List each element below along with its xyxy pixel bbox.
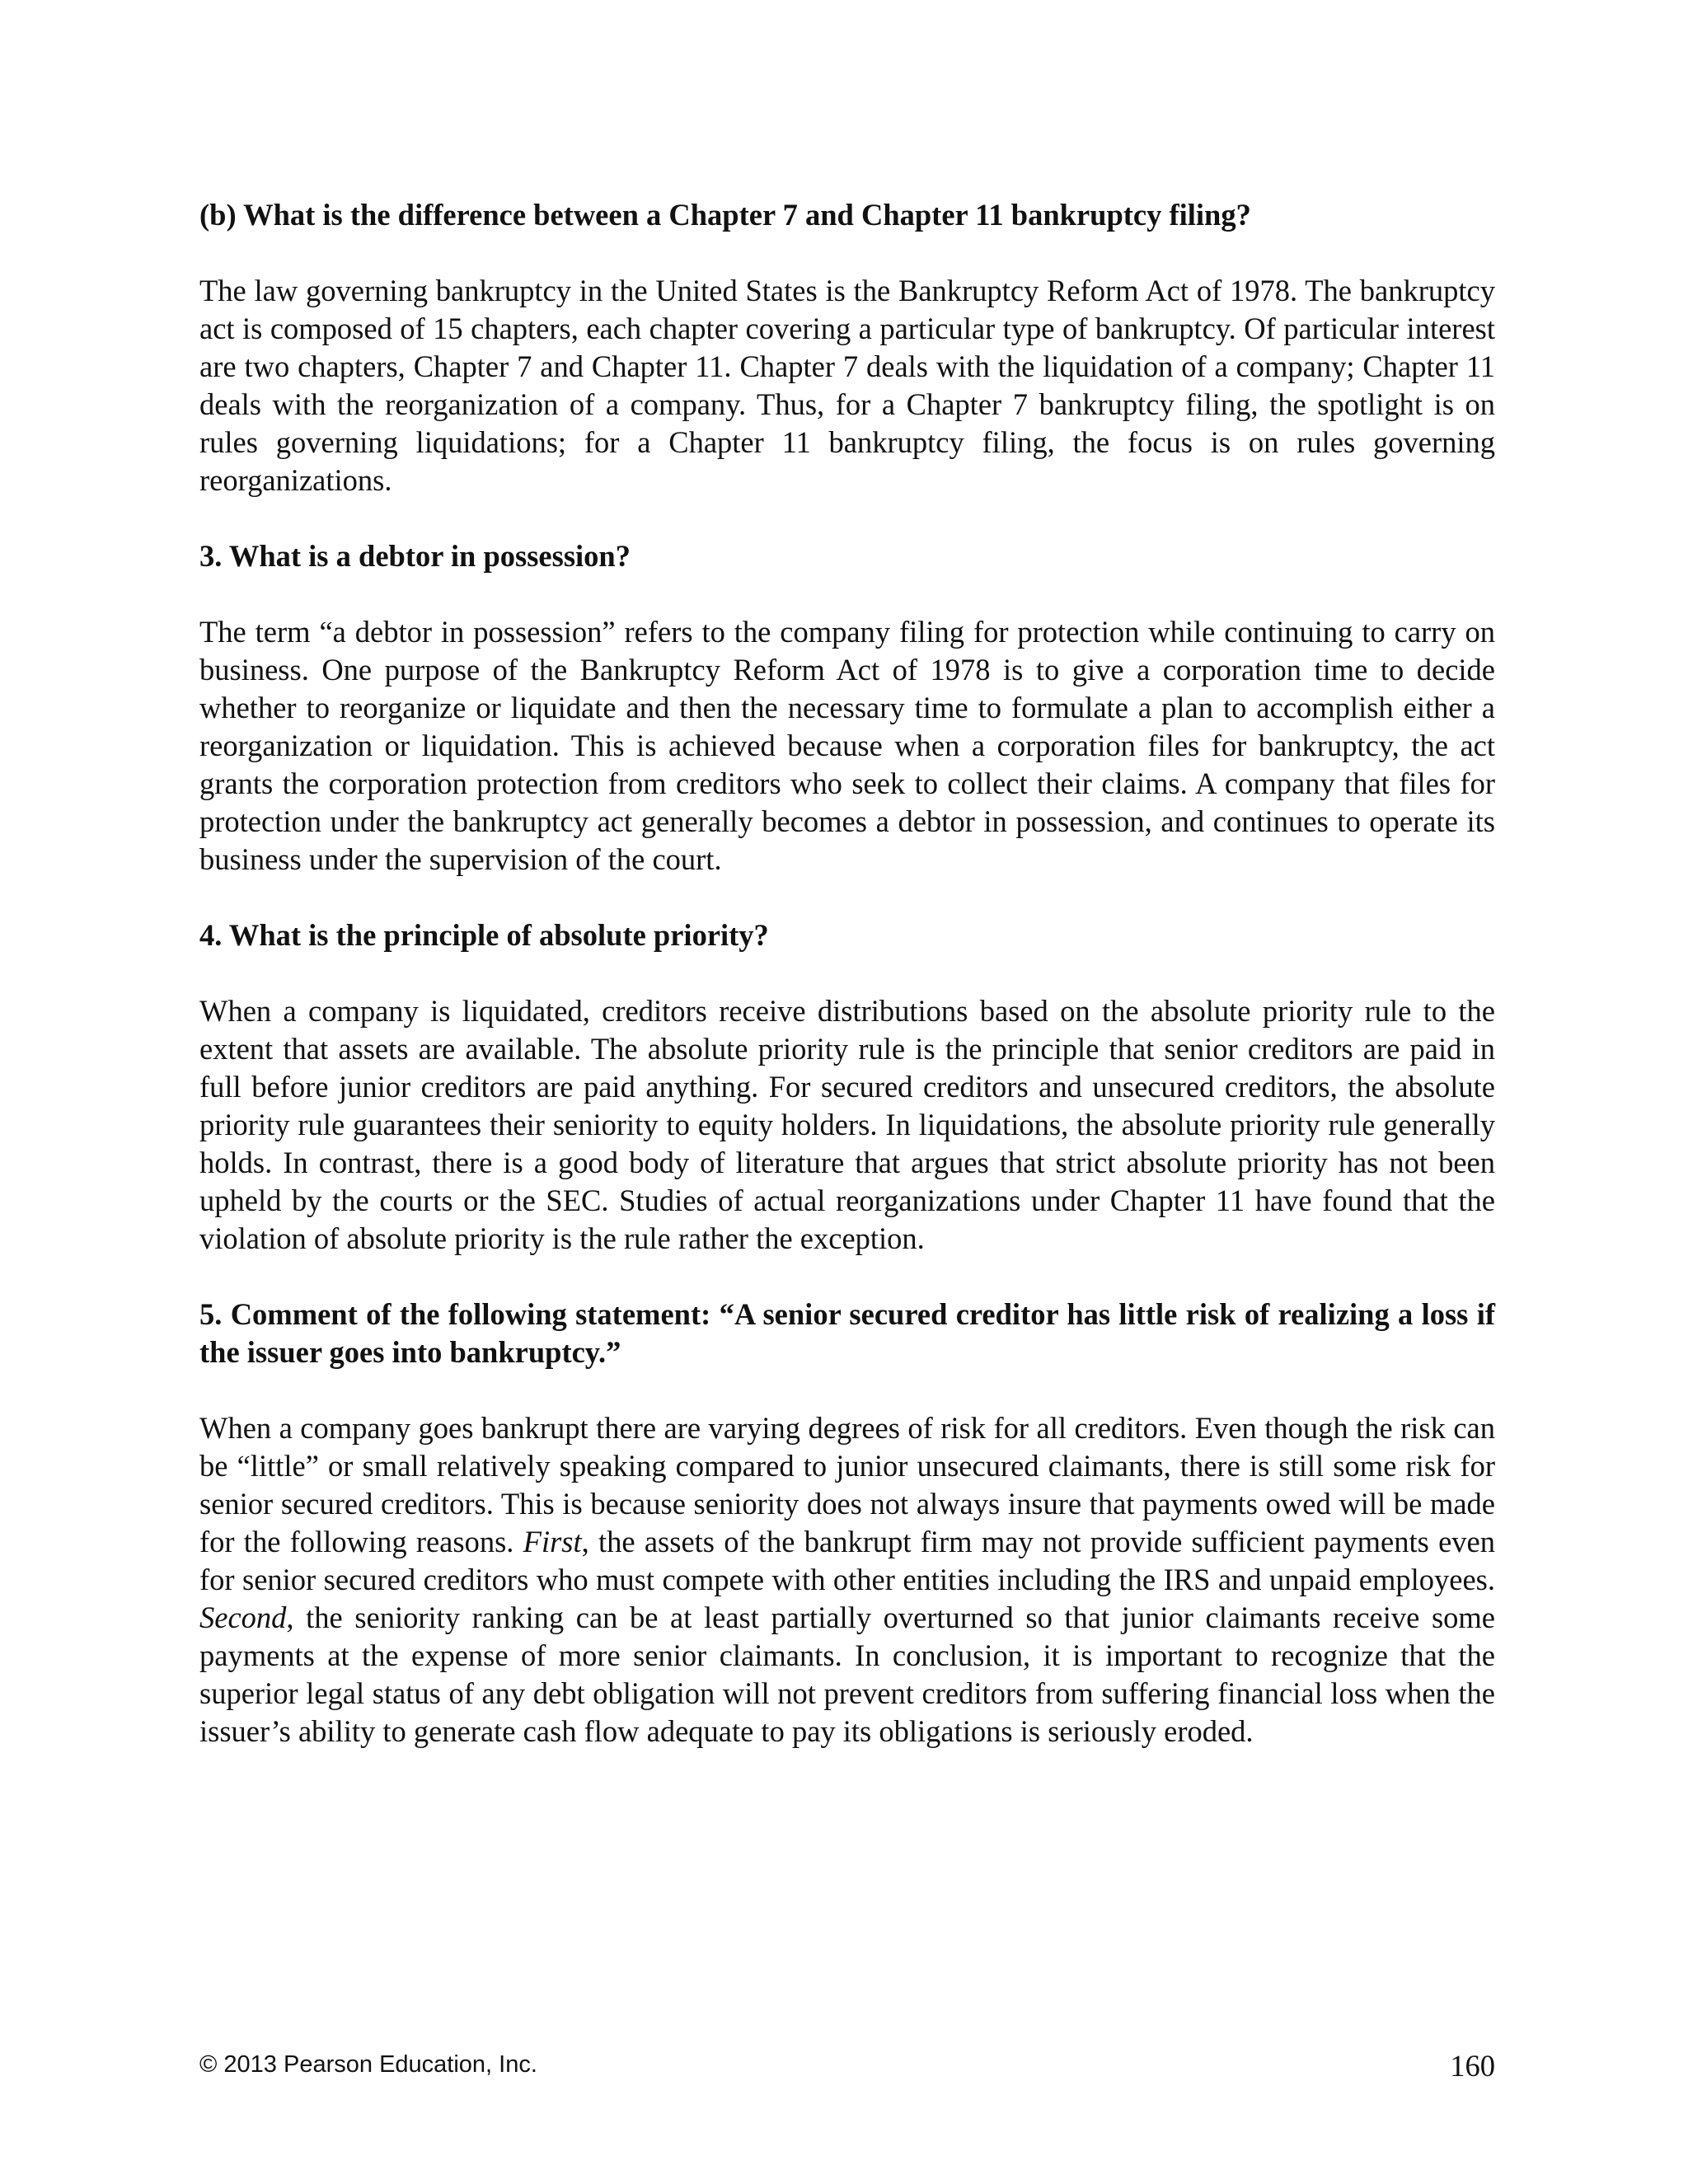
section-paragraph-absolute-priority: When a company is liquidated, creditors receive distributions based on the absolute priority rule to the extent that assets are available. The absolute priority rule is the principle that senior creditors are paid in full before junior creditors are paid anything. For secured creditors and unsecured creditors, the absolute priority rule guarantees their seniority to equity holders. In liquidations, the absolute priority rule generally holds. In contrast, there is a good body of literature that argues that strict absolute priority has not been upheld by the courts or the SEC. Studies of actual reorganizations under Chapter 11 have found that the violation of absolute priority is the rule rather the exception.: [199, 994, 1495, 1255]
section-paragraph-debtor-in-possession: The term “a debtor in possession” refers to the company filing for protection while continuing to carry on business. One purpose of the Bankruptcy Reform Act of 1978 is to give a corporation time to decide whether to reorganize or liquidate and then the necessary time to formulate a plan to accomplish either a reorganization or liquidation. This is achieved because when a corporation files for bankruptcy, the act grants the corporation protection from creditors who seek to collect their claims. A company that files for protection under the bankruptcy act generally becomes a debtor in possession, and continues to operate its business under the supervision of the court.: [199, 615, 1495, 876]
page-number: 160: [1450, 2049, 1495, 2083]
footer-copyright: © 2013 Pearson Education, Inc.: [199, 2051, 537, 2078]
paragraph-text-part-2: , the assets of the bankrupt firm may not provide sufficient payments even for senior secured creditors who must compete with other entities including the IRS and unpaid employees.: [199, 1525, 1495, 1596]
section-heading-senior-secured-creditor: 5. Comment of the following statement: “A senior secured creditor has little risk of realizing a loss if the issuer goes into bankruptcy.”: [199, 1297, 1495, 1369]
section-heading-debtor-in-possession: 3. What is a debtor in possession?: [199, 539, 631, 573]
section-heading-chapter7-vs-chapter11: (b) What is the difference between a Chapter 7 and Chapter 11 bankruptcy filing?: [199, 198, 1251, 232]
section-paragraph-senior-secured-creditor: [199, 1409, 1495, 1750]
section-heading-absolute-priority: 4. What is the principle of absolute priority?: [199, 918, 769, 952]
emphasis-first: First: [523, 1525, 582, 1558]
paragraph-text-part-1: When a company goes bankrupt there are varying degrees of risk for all creditors. Even though the risk can be “little” or small relatively speaking compared to junior unsecured claimants, there is still some risk for senior secured creditors. This is because seniority does not always insure that payments owed will be made for the following reasons.: [199, 1411, 1495, 1558]
document-body: [199, 196, 1495, 1750]
emphasis-second: Second: [199, 1601, 287, 1634]
section-paragraph-chapter7-vs-chapter11: The law governing bankruptcy in the United States is the Bankruptcy Reform Act of 1978. The bankruptcy act is composed of 15 chapters, each chapter covering a particular type of bankruptcy. Of particular interest are two chapters, Chapter 7 and Chapter 11. Chapter 7 deals with the liquidation of a company; Chapter 11 deals with the reorganization of a company. Thus, for a Chapter 7 bankruptcy filing, the spotlight is on rules governing liquidations; for a Chapter 11 bankruptcy filing, the focus is on rules governing reorganizations.: [199, 274, 1495, 497]
paragraph-text-part-3: , the seniority ranking can be at least partially overturned so that junior claimants receive some payments at the expense of more senior claimants. In conclusion, it is important to recognize that the superior legal status of any debt obligation will not prevent creditors from suffering financial loss when the issuer’s ability to generate cash flow adequate to pay its obligations is seriously eroded.: [199, 1601, 1495, 1748]
